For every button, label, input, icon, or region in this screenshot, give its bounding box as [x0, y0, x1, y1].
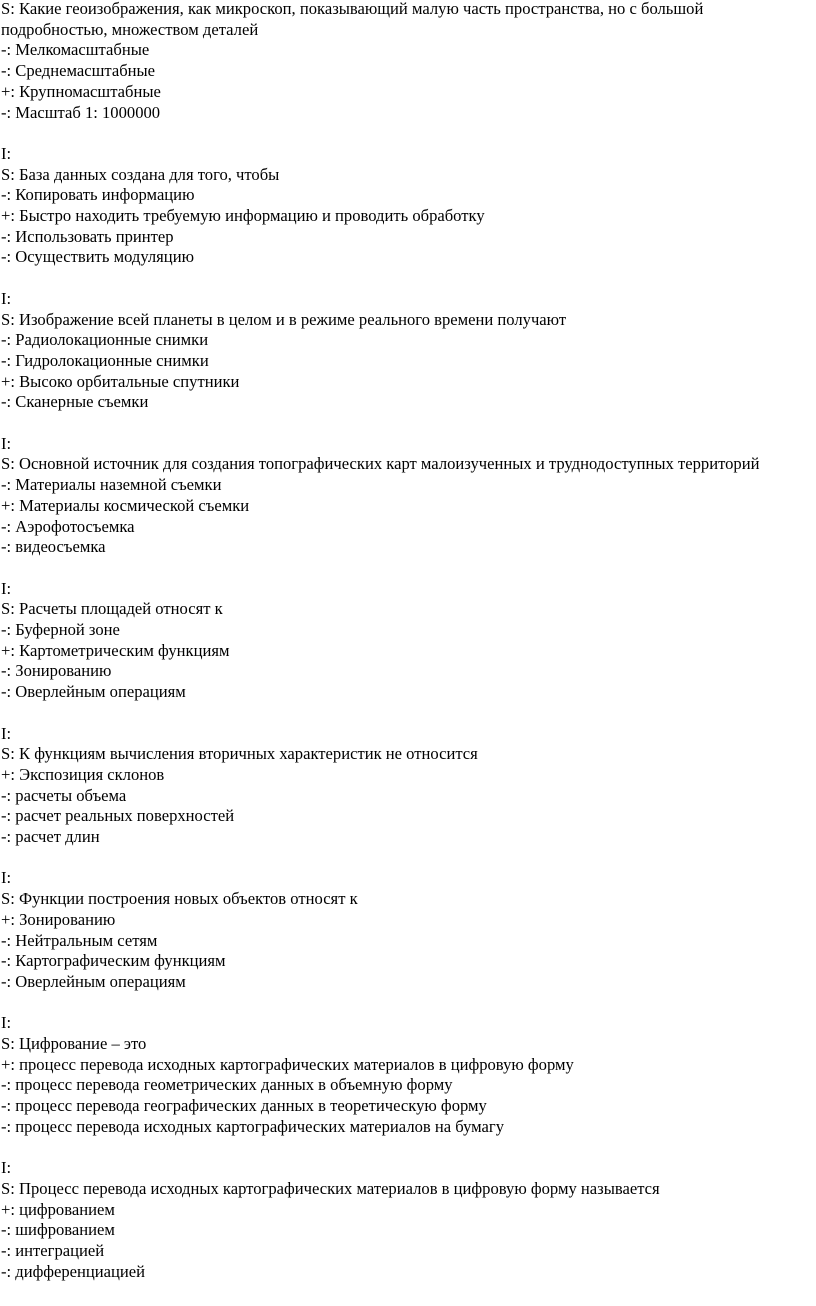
answer-option: -: Радиолокационные снимки	[1, 330, 209, 350]
question-block	[1, 268, 807, 413]
blank-line	[1, 1138, 807, 1159]
question-stem: S: Функции построения новых объектов относят к	[1, 889, 358, 909]
answer-option: -: Оверлейным операциям	[1, 971, 186, 991]
question-stem: S: Процесс перевода исходных картографических материалов в цифровую форму называется	[1, 1178, 660, 1198]
answer-option: +: процесс перевода исходных картографических материалов в цифровую форму	[1, 1054, 574, 1074]
question-stem: S: Цифрование – это	[1, 1034, 147, 1054]
blank-line	[1, 703, 807, 724]
question-block	[1, 703, 807, 848]
question-prefix: I:	[1, 1013, 12, 1033]
answer-option: -: процесс перевода геометрических данных в объемную форму	[1, 1075, 453, 1095]
answer-option: -: Оверлейным операциям	[1, 682, 186, 702]
question-prefix: I:	[1, 578, 12, 598]
question-block	[1, 0, 807, 123]
answer-option: -: Сканерные съемки	[1, 392, 149, 412]
answer-option: +: Экспозиция склонов	[1, 764, 165, 784]
question-stem: S: К функциям вычисления вторичных характеристик не относится	[1, 744, 478, 764]
question-prefix: I:	[1, 868, 12, 888]
answer-option: -: процесс перевода исходных картографических материалов на бумагу	[1, 1116, 505, 1136]
answer-option: -: Мелкомасштабные	[1, 40, 150, 60]
blank-line	[1, 848, 807, 869]
question-prefix: I:	[1, 433, 12, 453]
answer-option: -: Буферной зоне	[1, 620, 120, 640]
question-block	[1, 123, 807, 268]
answer-option: +: Зонированию	[1, 909, 116, 929]
answer-option: -: дифференциацией	[1, 1261, 146, 1281]
answer-option: -: Масштаб 1: 1000000	[1, 102, 161, 122]
answer-option: -: Картографическим функциям	[1, 951, 226, 971]
answer-option: -: Материалы наземной съемки	[1, 475, 222, 495]
answer-option: -: Осуществить модуляцию	[1, 247, 194, 267]
question-block	[1, 848, 807, 993]
answer-option: -: расчеты объема	[1, 785, 127, 805]
question-prefix: I:	[1, 288, 12, 308]
answer-option: -: Гидролокационные снимки	[1, 350, 209, 370]
blank-line	[1, 413, 807, 434]
answer-option: -: Аэрофотосъемка	[1, 516, 135, 536]
answer-option: -: Зонированию	[1, 661, 112, 681]
question-block	[1, 993, 807, 1138]
answer-option: -: Использовать принтер	[1, 226, 174, 246]
question-stem: S: Расчеты площадей относят к	[1, 599, 223, 619]
answer-option: -: расчет реальных поверхностей	[1, 806, 235, 826]
question-stem: S: База данных создана для того, чтобы	[1, 164, 280, 184]
question-block	[1, 413, 807, 558]
answer-option: -: интеграцией	[1, 1241, 105, 1261]
answer-option: +: Материалы космической съемки	[1, 495, 250, 515]
answer-option: +: Быстро находить требуемую информацию и проводить обработку	[1, 206, 485, 226]
question-prefix: I:	[1, 1158, 12, 1178]
blank-line	[1, 123, 807, 144]
question-prefix: I:	[1, 143, 12, 163]
answer-option: +: Крупномасштабные	[1, 81, 161, 101]
answer-option: -: процесс перевода географических данных в теоретическую форму	[1, 1096, 487, 1116]
answer-option: -: видеосъемка	[1, 537, 106, 557]
question-prefix: I:	[1, 723, 12, 743]
answer-option: +: цифрованием	[1, 1199, 115, 1219]
question-block	[1, 558, 807, 703]
answer-option: -: шифрованием	[1, 1220, 115, 1240]
blank-line	[1, 558, 807, 579]
question-stem: S: Какие геоизображения, как микроскоп, показывающий малую часть пространства, но с большой подробностью, множеством деталей	[1, 0, 708, 39]
answer-option: -: Среднемасштабные	[1, 61, 156, 81]
blank-line	[1, 993, 807, 1014]
answer-option: -: Нейтральным сетям	[1, 930, 158, 950]
question-block	[1, 1138, 807, 1283]
answer-option: -: Копировать информацию	[1, 185, 195, 205]
question-stem: S: Основной источник для создания топографических карт малоизученных и труднодоступных территорий	[1, 454, 760, 474]
question-stem: S: Изображение всей планеты в целом и в режиме реального времени получают	[1, 309, 567, 329]
answer-option: +: Картометрическим функциям	[1, 640, 230, 660]
blank-line	[1, 268, 807, 289]
answer-option: +: Высоко орбитальные спутники	[1, 371, 240, 391]
answer-option: -: расчет длин	[1, 827, 100, 847]
